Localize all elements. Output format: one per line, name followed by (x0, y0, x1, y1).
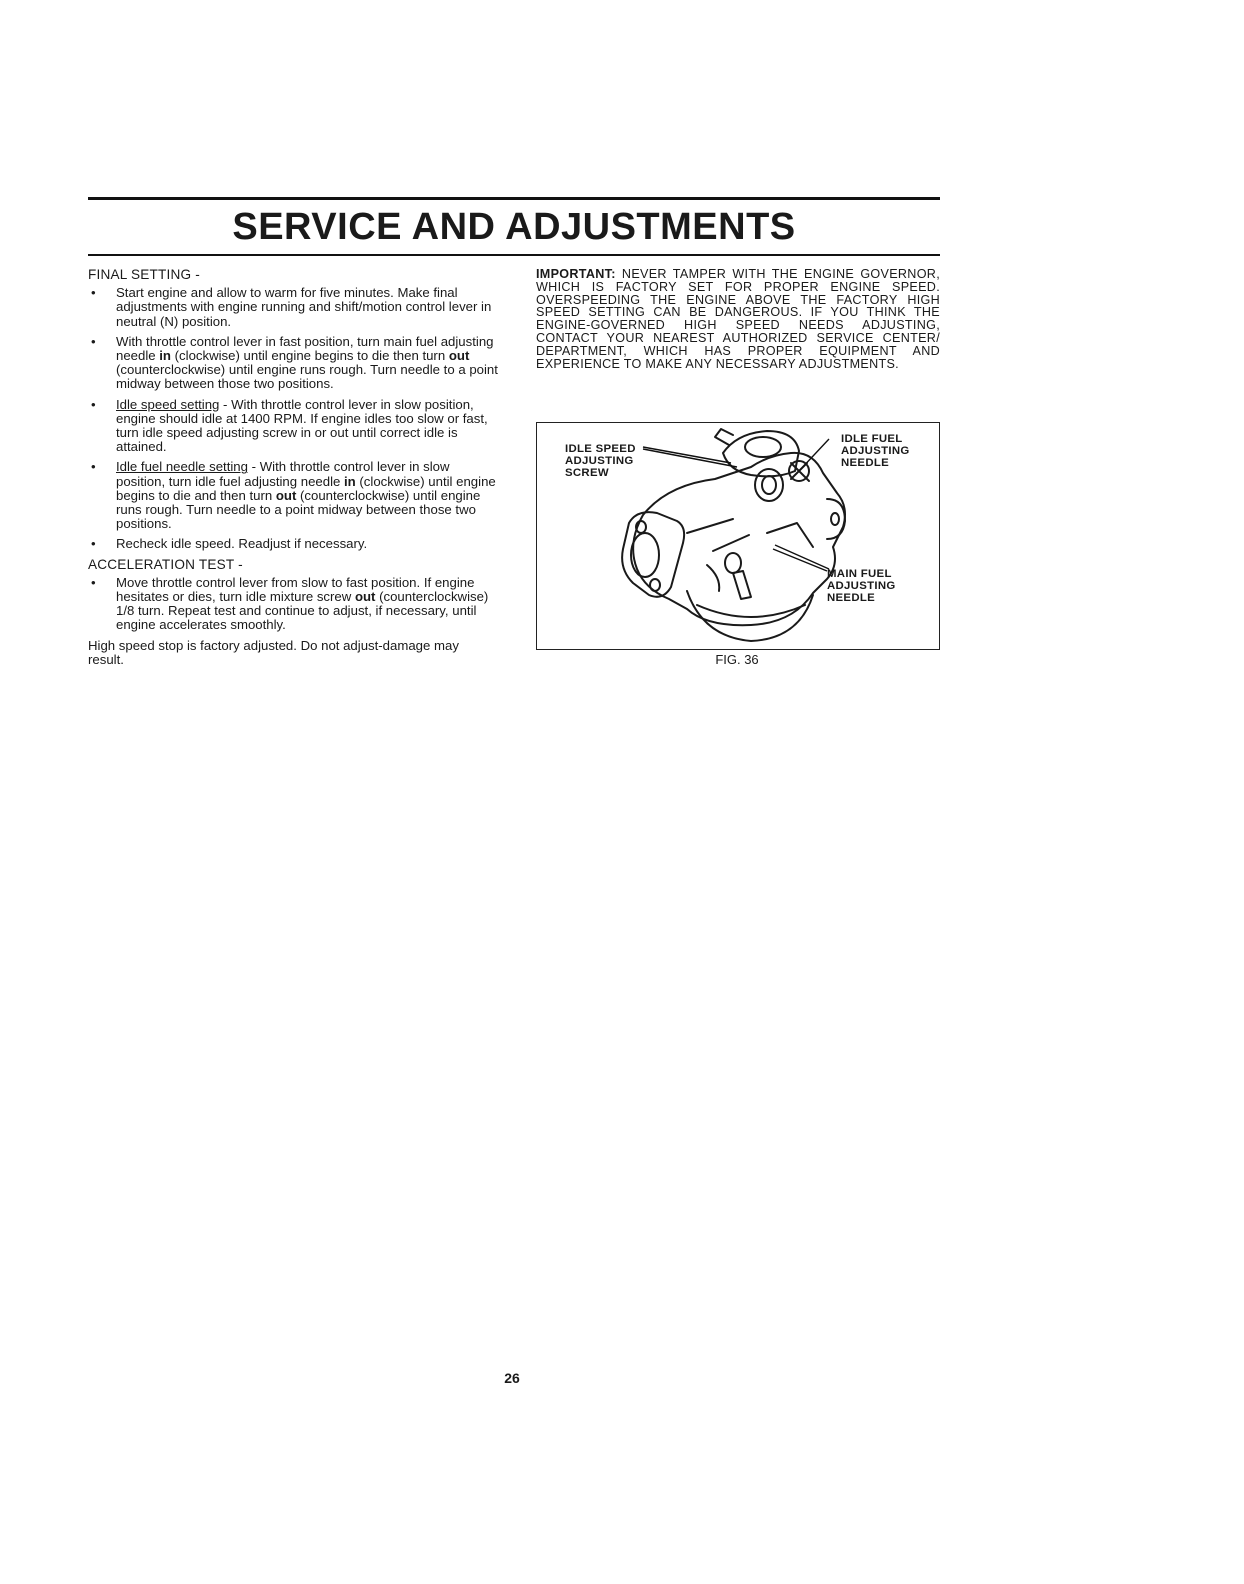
header-rule-bottom (88, 254, 940, 256)
list-item (88, 460, 498, 531)
item-text: (counterclockwise) until engine runs rough. Turn needle to a point midway between those two positions. (116, 362, 498, 392)
idle-speed-screw-label: IDLE SPEED ADJUSTING SCREW (565, 443, 636, 479)
idle-fuel-needle-label: IDLE FUEL ADJUSTING NEEDLE (841, 433, 910, 469)
list-item (88, 286, 498, 329)
item-text: (counterclockwise) until engine runs rough. Turn needle to a point midway between those two positions. (116, 487, 481, 532)
item-text: Start engine and allow to warm for five minutes. Make final adjustments with engine running and shift/motion control lever in neutral (N) position. (116, 285, 492, 329)
bullet-icon: • (91, 459, 96, 475)
item-emphasis: out (354, 589, 376, 605)
item-text: (counterclockwise) 1/8 turn. Repeat test and continue to adjust, if necessary, until engine accelerates smoothly. (116, 589, 489, 633)
item-emphasis: out (448, 348, 470, 364)
list-item (88, 398, 498, 455)
final-setting-list (88, 286, 498, 551)
item-emphasis: out (275, 487, 297, 503)
important-warning (536, 268, 940, 370)
figure-caption: FIG. 36 (715, 652, 759, 667)
item-text: (clockwise) until engine begins to die then turn (171, 348, 449, 364)
carburetor-figure (536, 422, 940, 650)
right-column (536, 268, 940, 370)
important-label: IMPORTANT: (536, 267, 616, 281)
item-text: - With throttle control lever in slow position, turn idle fuel adjusting needle (116, 459, 450, 489)
page-title: SERVICE AND ADJUSTMENTS (232, 206, 796, 248)
bullet-icon: • (91, 285, 96, 301)
list-item (88, 537, 498, 551)
header-rule-top (88, 197, 940, 200)
item-label: Idle fuel needle setting (116, 459, 248, 475)
bullet-icon: • (91, 396, 96, 412)
item-text: - With throttle control lever in slow position, engine should idle at 1400 RPM. If engine idles too slow or fast, turn idle speed adjusting screw in or out until correct idle is attained. (116, 396, 488, 455)
important-text: NEVER TAMPER WITH THE ENGINE GOVERNOR, WHICH IS FACTORY SET FOR PROPER ENGINE SPEED. OVERSPEEDING THE ENGINE ABOVE THE FACTORY HIGH SPEED SETTING CAN BE DANGEROUS. IF YOU THINK THE ENGINE-GOVERNED HIGH SPEED NEEDS ADJUSTING, CONTACT YOUR NEAREST AUTHORIZED SERVICE CENTER/ DEPARTMENT, WHICH HAS PROPER EQUIPMENT AND EXPERIENCE TO MAKE ANY NECESSARY ADJUSTMENTS. (536, 267, 940, 371)
acceleration-test-list (88, 576, 498, 633)
page-number: 26 (504, 1370, 520, 1386)
item-label: Idle speed setting (116, 396, 220, 412)
final-setting-heading: FINAL SETTING - (88, 267, 201, 282)
main-fuel-needle-label: MAIN FUEL ADJUSTING NEEDLE (827, 568, 896, 604)
item-text: Recheck idle speed. Readjust if necessary. (116, 536, 368, 552)
item-emphasis: in (159, 348, 171, 364)
bullet-icon: • (91, 333, 96, 349)
high-speed-note: High speed stop is factory adjusted. Do not adjust-damage may result. (88, 637, 459, 667)
item-emphasis: in (344, 473, 356, 489)
list-item (88, 335, 498, 392)
bullet-icon: • (91, 574, 96, 590)
left-column (88, 268, 498, 667)
item-text: (clockwise) until engine begins to die and then turn (116, 473, 496, 503)
item-text: With throttle control lever in fast position, turn main fuel adjusting needle (116, 333, 494, 364)
bullet-icon: • (91, 536, 96, 552)
list-item (88, 576, 498, 633)
item-text: Move throttle control lever from slow to fast position. If engine hesitates or dies, turn idle mixture screw (116, 574, 475, 605)
acceleration-test-heading: ACCELERATION TEST - (88, 556, 243, 572)
